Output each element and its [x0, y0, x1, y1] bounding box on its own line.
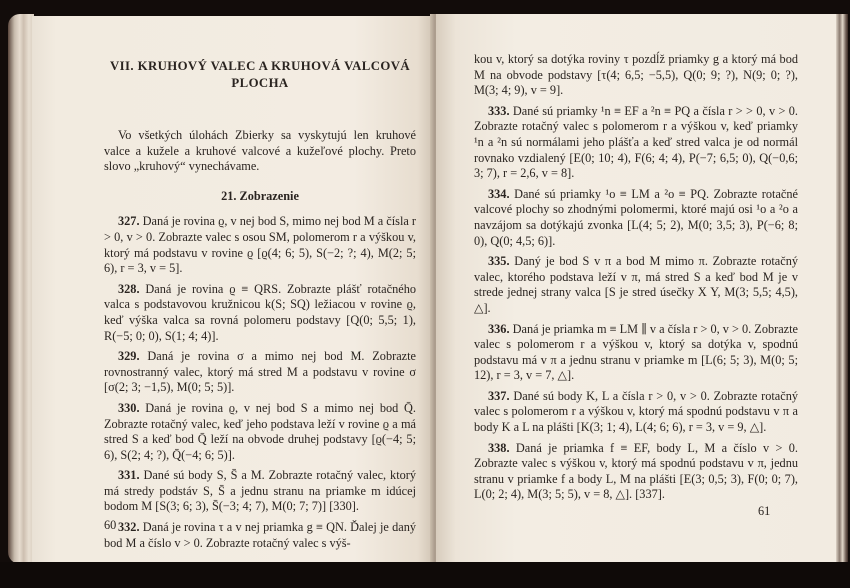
problem-text: Daná je priamka f ≡ EF, body L, M a číslo v > 0. Zobrazte valec s výškou v, ktorý má spodnú podstavu v π, jednu stranu v priamke f a body L, M na plášti [E(3; 0,5; 3), F(0; 0; 7), L(0; 2; 4), M(3; 5; 5), v = 8, △]. [337]. [474, 440, 798, 502]
problem-number: 327. [118, 214, 140, 229]
problem-337 [474, 389, 798, 436]
problem-332 [104, 520, 416, 551]
problem-text: Daná je rovina ϱ, v nej bod S a mimo nej bod Q̄. Zobrazte rotačný valec, keď jeho podstava leží v rovine ϱ a má stred S a keď bod Q̄ leží na obvode druhej podstavy [ϱ(−4; 5; 6), S(2; 4; ?), Q̄(−4; 6; 5)]. [104, 400, 416, 462]
problem-329 [104, 349, 416, 396]
problem-331 [104, 468, 416, 515]
problem-330 [104, 401, 416, 463]
problem-335 [474, 254, 798, 316]
problem-327 [104, 214, 416, 276]
intro-paragraph: Vo všetkých úlohách Zbierky sa vyskytujú len kruhové valce a kužele a kruhové valcové a kužeľové plochy. Preto slovo „kruhový“ vynechávame. [104, 128, 416, 174]
left-page-content [104, 58, 416, 556]
problem-336 [474, 322, 798, 384]
page-number-left: 60 [104, 518, 117, 532]
problem-text: Dané sú priamky ¹o ≡ LM a ²o ≡ PQ. Zobrazte rotačné valcové plochy so zhodnými polomermi, ktoré majú osi ¹o a ²o a navzájom sa dotýkajú zvonka [L(4; 5; 2), M(0; 3,5; 3), P(−6; 8; 0), Q(0; 4,5; 6)]. [474, 186, 798, 248]
problem-number: 332. [118, 520, 140, 535]
problem-number: 338. [488, 440, 510, 455]
problem-number: 337. [488, 388, 510, 403]
chapter-title: VII. KRUHOVÝ VALEC A KRUHOVÁ VALCOVÁ PLOCHA [109, 59, 410, 90]
problem-number: 336. [488, 321, 510, 336]
section-title: 21. Zobrazenie [221, 188, 299, 203]
problem-text: Daná je priamka m ≡ LM ∥ v a čísla r > 0, v > 0. Zobrazte valec s polomerom r a výškou v, ktorý sa dotýka v, spodnú podstavu má v π a jednu stranu v priamke m [L(6; 5; 3), M(0; 5; 12), r = 3, v = 7, △]. [474, 321, 798, 383]
right-page [436, 14, 836, 564]
problem-text: Dané sú priamky ¹n ≡ EF a ²n ≡ PQ a čísla r > > 0, v > 0. Zobrazte rotačný valec s polomerom r a výškou v, keď priamky ¹n a ²n sú normálami jeho plášťa a keď stred valca je od normál rovnako vzdialený [E(0; 10; 4), F(6; 4; 4), P(−7; 6,5; 0), Q(−0,6; 3; 7), r = 2,6, v = 8]. [474, 103, 798, 181]
problem-number: 334. [488, 186, 510, 201]
page-number-right: 61 [758, 504, 771, 518]
problem-text: Daný je bod S v π a bod M mimo π. Zobrazte rotačný valec, ktorého podstava leží v π, má stred S a keď bod M je v strede jednej strany valca [S je stred úsečky X Y, M(3; 5,5; 4,5), △]. [474, 254, 798, 315]
problem-334 [474, 187, 798, 249]
problem-332-continuation: kou v, ktorý sa dotýka roviny τ pozdĺž priamky g a ktorý má bod M na obvode podstavy [τ(4; 6,5; −5,5), Q(0; 9; ?), N(9; 0; ?), M(3; 4; 9), v = 9]. [474, 52, 798, 98]
problem-text: Daná je rovina ϱ ≡ QRS. Zobrazte plášť rotačného valca s podstavovou kružnicou k(S; SQ) ležiacou v rovine ϱ, keď výška valca sa rovná polomeru podstavy [Q(0; 5,5; 1), R(−5; 0; 0), S(1; 4; 4)]. [104, 281, 416, 343]
problem-338 [474, 441, 798, 503]
problem-number: 333. [488, 103, 510, 118]
problem-328 [104, 282, 416, 344]
left-page [32, 16, 434, 564]
right-page-content [474, 52, 798, 508]
problem-text: Daná je rovina σ a mimo nej bod M. Zobrazte rovnostranný valec, ktorý má stred M a podstavu v rovine σ [σ(2; 3; −1,5), M(0; 5; 5)]. [104, 349, 416, 395]
problem-number: 328. [118, 281, 140, 296]
page-edges-left [8, 14, 34, 564]
problem-text: Dané sú body K, L a čísla r > 0, v > 0. Zobrazte rotačný valec s polomerom r a výškou v, ktorý má spodnú podstavu v π a body K a L na plášti [K(3; 1; 4), L(4; 6; 6), r = 3, v = 9, △]. [474, 388, 798, 435]
problem-number: 330. [118, 400, 140, 415]
page-edges-right [836, 14, 848, 566]
problem-333 [474, 104, 798, 182]
problem-number: 331. [118, 468, 140, 483]
problem-text: Daná je rovina ϱ, v nej bod S, mimo nej bod M a čísla r > 0, v > 0. Zobrazte valec s osou SM, polomerom r a výškou v, ktorý má podstavu v rovine ϱ [ϱ(4; 6; 5), S(−2; ?; 4), M(2; 5; 6), r = 3, v = 5]. [104, 214, 416, 276]
problem-text: Daná je rovina τ a v nej priamka g ≡ QN. Ďalej je daný bod M a číslo v > 0. Zobrazte rotačný valec s výš- [104, 520, 416, 550]
problem-number: 335. [488, 254, 510, 269]
problem-text: Dané sú body S, S̄ a M. Zobrazte rotačný valec, ktorý má stredy podstáv S, S̄ a jednu stranu na priamke m idúcej bodom M [S(3; 6; 3), S̄(−3; 4; 7), M(0; 7; 7)] [330]. [104, 468, 416, 514]
problem-number: 329. [118, 349, 140, 364]
book-bottom-shadow [0, 562, 850, 588]
